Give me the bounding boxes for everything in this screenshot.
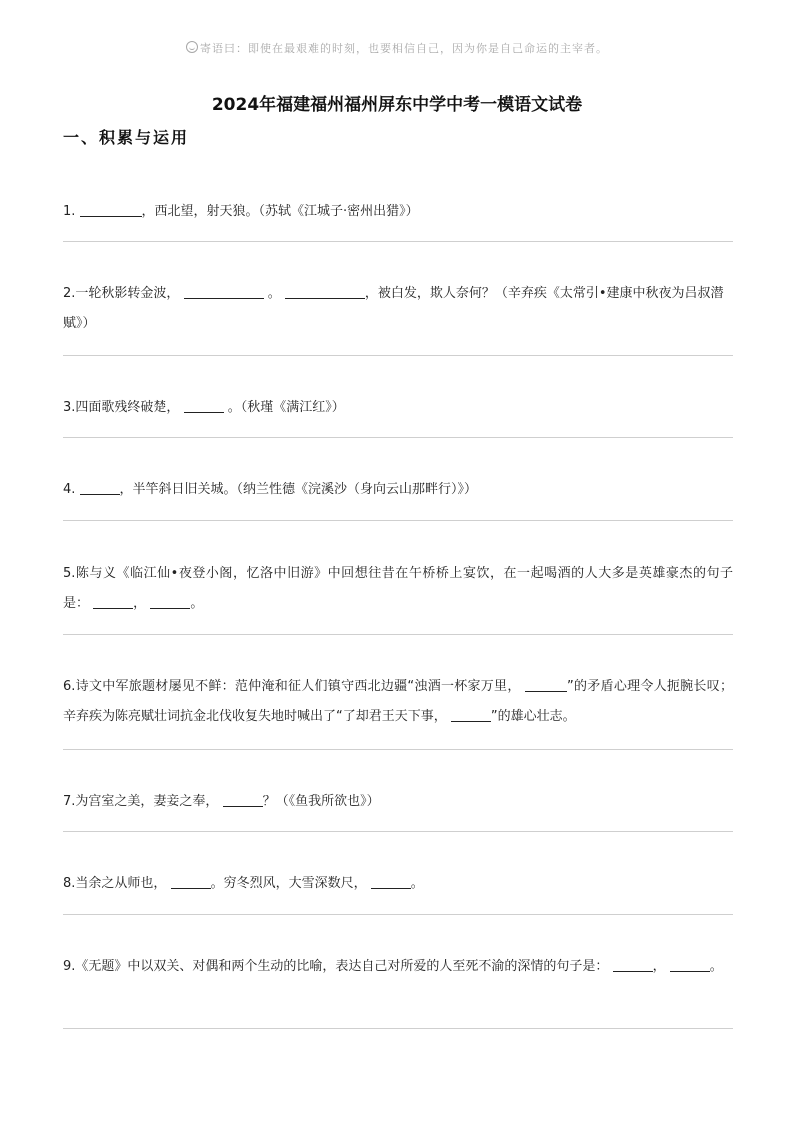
motto-line [0, 40, 794, 56]
answer-blank[interactable] [371, 874, 411, 889]
section-heading: 一、积累与运用 [63, 128, 190, 147]
answer-blank[interactable] [80, 480, 120, 495]
divider [63, 749, 733, 750]
question-8: 8.当余之从师也， 。穷冬烈风，大雪深数尺， 。 [63, 876, 424, 891]
question-6: 6.诗文中军旅题材屡见不鲜：范仲淹和征人们镇守西北边疆“浊酒一杯家万里， ”的矛盾心理令人扼腕长叹；辛弃疾为陈亮赋壮词抗金北伐收复失地时喊出了“了却君王天下事， ”的雄心壮志。 [63, 679, 733, 724]
divider [63, 355, 733, 356]
question-3: 3.四面歌残终破楚， 。（秋瑾《满江红》） [63, 400, 345, 415]
divider [63, 634, 733, 635]
divider [63, 1028, 733, 1029]
answer-blank[interactable] [525, 677, 567, 692]
question-5: 5.陈与义《临江仙•夜登小阁，忆洛中旧游》中回想往昔在午桥桥上宴饮，在一起喝酒的人大多是英雄豪杰的句子是： ， 。 [63, 566, 733, 611]
answer-blank[interactable] [80, 202, 142, 217]
answer-blank[interactable] [451, 707, 491, 722]
motto-text: 寄语曰：即使在最艰难的时刻，也要相信自己，因为你是自己命运的主宰者。 [200, 42, 608, 55]
answer-blank[interactable] [285, 284, 365, 299]
exam-title: 2024年福建福州福州屏东中学中考一模语文试卷 [211, 95, 583, 115]
answer-blank[interactable] [150, 594, 190, 609]
question-7: 7.为宫室之美，妻妾之奉， ？（《鱼我所欲也》） [63, 794, 380, 809]
answer-blank[interactable] [171, 874, 211, 889]
answer-blank[interactable] [223, 792, 263, 807]
divider [63, 831, 733, 832]
question-4: 4. ，半竿斜日旧关城。（纳兰性德《浣溪沙（身向云山那畔行）》） [63, 482, 478, 497]
answer-blank[interactable] [670, 957, 710, 972]
divider [63, 437, 733, 438]
divider [63, 914, 733, 915]
answer-blank[interactable] [93, 594, 133, 609]
answer-blank[interactable] [184, 284, 264, 299]
answer-blank[interactable] [184, 398, 224, 413]
divider [63, 520, 733, 521]
question-2: 2.一轮秋影转金波， 。 ，被白发，欺人奈何？（辛弃疾《太常引•建康中秋夜为吕叔潜赋》） [63, 286, 724, 331]
smiley-icon [186, 41, 198, 53]
answer-blank[interactable] [613, 957, 653, 972]
divider [63, 241, 733, 242]
question-9: 9.《无题》中以双关、对偶和两个生动的比喻，表达自己对所爱的人至死不渝的深情的句子是： ， 。 [63, 959, 723, 974]
question-1: 1. ，西北望，射天狼。（苏轼《江城子·密州出猎》） [63, 204, 419, 219]
